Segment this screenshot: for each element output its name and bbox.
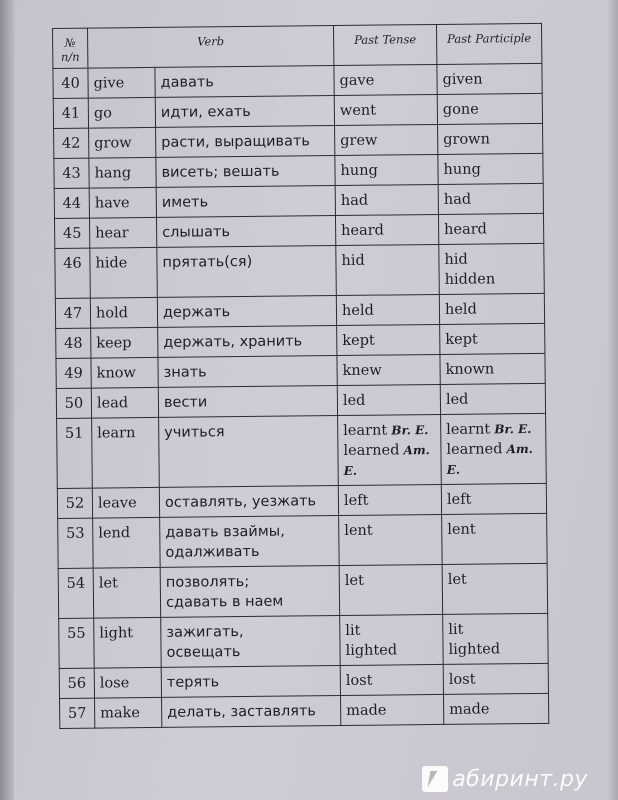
translation-text: давать — [160, 74, 215, 91]
number-text: 55 — [67, 625, 86, 642]
participle-text: learnt — [446, 421, 491, 438]
participle-region-mark-2: Am. E. — [446, 441, 533, 477]
translation-cell — [155, 96, 334, 128]
past-participle-cell — [437, 93, 542, 124]
participle-text: heard — [444, 221, 487, 238]
past-text-2: learned — [343, 442, 400, 459]
participle-text: lent — [447, 521, 476, 538]
verb-cell — [92, 417, 160, 488]
translation-text: иметь — [161, 194, 209, 211]
row-number — [58, 568, 94, 618]
participle-region-mark: Br. E. — [490, 422, 532, 437]
past-text: learnt — [343, 422, 388, 439]
past-tense-cell — [334, 64, 437, 95]
past-text: heard — [341, 222, 385, 239]
number-text: 48 — [63, 335, 83, 352]
past-participle-cell — [438, 183, 543, 214]
past-participle-cell — [438, 213, 543, 244]
translation-text: прятать(ся) — [162, 253, 253, 271]
past-tense-cell — [340, 664, 443, 695]
translation-text-2: освещать — [166, 644, 241, 661]
past-participle-cell — [440, 353, 545, 384]
row-number — [54, 218, 89, 248]
table-header-row — [53, 23, 542, 68]
past-tense-cell — [335, 184, 438, 215]
translation-text: держать — [162, 304, 231, 321]
past-participle-cell — [444, 693, 549, 724]
row-number — [56, 358, 91, 388]
verb-cell — [89, 157, 156, 188]
translation-text: делать, заставлять — [167, 703, 317, 721]
labirint-logo-icon — [422, 766, 448, 792]
header-number: № п/п — [53, 28, 88, 68]
verb-text: make — [100, 705, 141, 722]
past-participle-cell — [441, 413, 547, 484]
verb-cell — [89, 127, 156, 158]
translation-text: идти, ехать — [160, 103, 251, 121]
verb-text: let — [98, 575, 118, 592]
translation-cell — [158, 326, 337, 358]
translation-cell — [157, 246, 337, 298]
verb-cell — [90, 297, 157, 328]
participle-text-2: lighted — [448, 641, 501, 658]
translation-text: оставлять, уезжать — [164, 493, 317, 511]
past-tense-cell — [339, 514, 443, 565]
past-participle-cell — [442, 563, 548, 614]
header-past-participle: Past Participle — [436, 23, 541, 64]
past-text: had — [340, 192, 369, 209]
translation-cell — [156, 126, 335, 158]
past-tense-cell — [341, 694, 444, 725]
translation-text: висеть; вешать — [161, 163, 280, 181]
past-participle-cell — [438, 123, 543, 154]
past-participle-cell — [443, 663, 548, 694]
translation-text: давать взаймы, — [165, 523, 285, 541]
translation-text: знать — [163, 364, 207, 381]
page-right-edge — [608, 0, 618, 800]
row-number — [58, 518, 94, 568]
row-number — [54, 188, 89, 218]
verb-text: give — [93, 75, 125, 92]
past-participle-cell — [442, 513, 548, 564]
past-region-mark-2: Am. E. — [343, 443, 430, 478]
verb-cell — [90, 247, 158, 298]
participle-text: given — [442, 71, 483, 88]
past-tense-cell — [338, 484, 441, 515]
verb-cell — [94, 667, 161, 698]
participle-text: had — [443, 191, 472, 208]
verb-text: lend — [98, 525, 131, 542]
translation-cell — [158, 356, 337, 388]
participle-text: led — [445, 391, 469, 408]
translation-cell — [161, 616, 341, 668]
participle-text: held — [444, 301, 477, 318]
verb-cell — [91, 327, 158, 358]
verb-text: grow — [94, 135, 132, 152]
participle-text: lit — [448, 621, 464, 638]
page-left-edge — [0, 0, 14, 800]
row-number — [57, 488, 92, 518]
verb-text: learn — [97, 425, 136, 442]
row-number — [55, 298, 90, 328]
translation-text: держать, хранить — [163, 333, 303, 351]
verb-cell — [93, 567, 161, 618]
participle-text: grown — [443, 131, 490, 148]
past-text: knew — [342, 362, 382, 379]
past-text: grew — [340, 132, 378, 149]
translation-text: позволять; — [165, 573, 250, 591]
verb-text: lead — [96, 395, 129, 412]
participle-text: hid — [444, 251, 468, 268]
past-tense-cell — [337, 324, 440, 355]
table-row — [58, 563, 547, 618]
number-text: 41 — [61, 105, 81, 122]
past-text: let — [344, 572, 364, 589]
number-text: 54 — [66, 575, 86, 592]
translation-text: учиться — [164, 424, 225, 441]
past-text: held — [341, 302, 374, 319]
past-tense-cell — [337, 354, 440, 385]
verb-text: keep — [96, 335, 132, 352]
translation-cell — [159, 416, 339, 488]
number-text: 53 — [65, 525, 85, 542]
verb-cell — [94, 617, 162, 668]
past-participle-cell — [440, 383, 545, 414]
past-text: lent — [344, 522, 373, 539]
past-tense-cell — [336, 294, 439, 325]
verb-cell — [88, 67, 155, 98]
number-text: 57 — [67, 705, 87, 722]
translation-cell — [162, 696, 341, 728]
number-text: 46 — [63, 255, 82, 272]
number-text: 45 — [62, 225, 82, 242]
row-number — [60, 698, 95, 728]
table-row — [60, 693, 549, 728]
past-region-mark: Br. E. — [387, 423, 429, 438]
participle-text: lost — [448, 671, 476, 688]
translation-cell — [161, 666, 340, 698]
translation-text: слышать — [162, 224, 231, 241]
past-tense-cell — [339, 564, 443, 615]
number-text: 51 — [64, 425, 84, 442]
number-text: 52 — [65, 495, 85, 512]
past-text: hid — [341, 252, 365, 269]
number-text: 47 — [63, 305, 83, 322]
verb-text: hear — [95, 225, 129, 242]
row-number — [59, 668, 94, 698]
participle-text: known — [445, 361, 495, 378]
past-participle-cell — [437, 63, 542, 94]
verb-cell — [91, 387, 158, 418]
verb-text: light — [99, 625, 134, 642]
verb-text: hide — [95, 255, 128, 272]
translation-text: расти, выращивать — [161, 133, 311, 151]
participle-text: left — [446, 491, 472, 508]
translation-cell — [160, 566, 340, 618]
past-participle-cell — [438, 153, 543, 184]
past-participle-cell — [439, 293, 544, 324]
verb-cell — [93, 517, 161, 568]
participle-text: made — [449, 701, 490, 718]
number-text: 43 — [62, 165, 81, 182]
verb-cell — [89, 217, 156, 248]
past-participle-cell — [441, 483, 546, 514]
past-text: made — [346, 702, 387, 719]
participle-text: hung — [443, 161, 481, 178]
translation-cell — [156, 216, 335, 248]
row-number — [55, 248, 91, 298]
row-number — [53, 68, 88, 98]
translation-cell — [155, 66, 334, 98]
verb-cell — [89, 187, 156, 218]
verb-cell — [92, 487, 159, 518]
verb-text: lose — [99, 675, 130, 692]
row-number — [54, 128, 89, 158]
past-tense-cell — [337, 384, 440, 415]
translation-cell — [158, 386, 337, 418]
number-text: 50 — [64, 395, 84, 412]
verb-cell — [88, 97, 155, 128]
past-participle-cell — [443, 613, 549, 664]
past-tense-cell — [335, 214, 438, 245]
participle-text: gone — [442, 101, 479, 118]
past-tense-cell — [335, 124, 438, 155]
past-text: lit — [345, 622, 361, 639]
past-tense-cell — [340, 614, 444, 665]
table-row — [55, 243, 544, 298]
verb-text: have — [94, 195, 130, 212]
translation-cell — [157, 296, 336, 328]
past-participle-cell — [439, 243, 545, 294]
verb-text: hang — [94, 165, 132, 182]
past-tense-cell — [335, 154, 438, 185]
translation-text: терять — [166, 674, 220, 691]
past-tense-cell — [336, 244, 440, 295]
past-tense-cell — [334, 94, 437, 125]
translation-text-2: сдавать в наем — [165, 593, 284, 611]
past-text: went — [339, 102, 377, 119]
translation-cell — [156, 156, 335, 188]
labirint-watermark — [422, 766, 588, 792]
participle-text-2: hidden — [444, 271, 496, 288]
participle-text: kept — [445, 331, 478, 348]
header-past-tense: Past Tense — [333, 24, 436, 65]
table-row — [59, 613, 548, 668]
past-text: left — [343, 492, 369, 509]
verb-text: know — [96, 365, 136, 382]
row-number — [59, 618, 95, 668]
watermark-text: абиринт.ру — [452, 766, 588, 792]
table-row — [57, 413, 547, 488]
verb-cell — [91, 357, 158, 388]
participle-text-2: learned — [446, 441, 503, 458]
participle-text: let — [447, 571, 467, 588]
past-text: kept — [342, 332, 375, 349]
past-text: led — [342, 392, 366, 409]
number-text: 49 — [64, 365, 83, 382]
verb-text: leave — [97, 495, 137, 512]
number-text: 42 — [61, 135, 81, 152]
verb-cell — [95, 697, 162, 728]
past-text: gave — [339, 72, 375, 89]
past-text: hung — [340, 162, 378, 179]
translation-text: зажигать, — [166, 624, 244, 641]
past-participle-cell — [440, 323, 545, 354]
translation-cell — [160, 516, 340, 568]
number-text: 44 — [62, 195, 82, 212]
translation-cell — [159, 486, 338, 518]
row-number — [57, 418, 93, 488]
row-number — [54, 158, 89, 188]
table-row — [58, 513, 547, 568]
translation-text-2: одалживать — [165, 543, 260, 561]
past-text-2: lighted — [345, 642, 398, 659]
row-number — [56, 328, 91, 358]
number-text: 56 — [67, 675, 87, 692]
irregular-verbs-table — [52, 23, 549, 729]
row-number — [53, 98, 88, 128]
past-tense-cell — [338, 414, 442, 485]
verb-text: hold — [95, 305, 129, 322]
past-text: lost — [345, 672, 373, 689]
row-number — [56, 388, 91, 418]
header-verb: Verb — [88, 26, 334, 69]
number-text: 40 — [61, 75, 80, 92]
verb-text: go — [93, 105, 112, 122]
translation-text: вести — [163, 394, 208, 411]
translation-cell — [156, 186, 335, 218]
